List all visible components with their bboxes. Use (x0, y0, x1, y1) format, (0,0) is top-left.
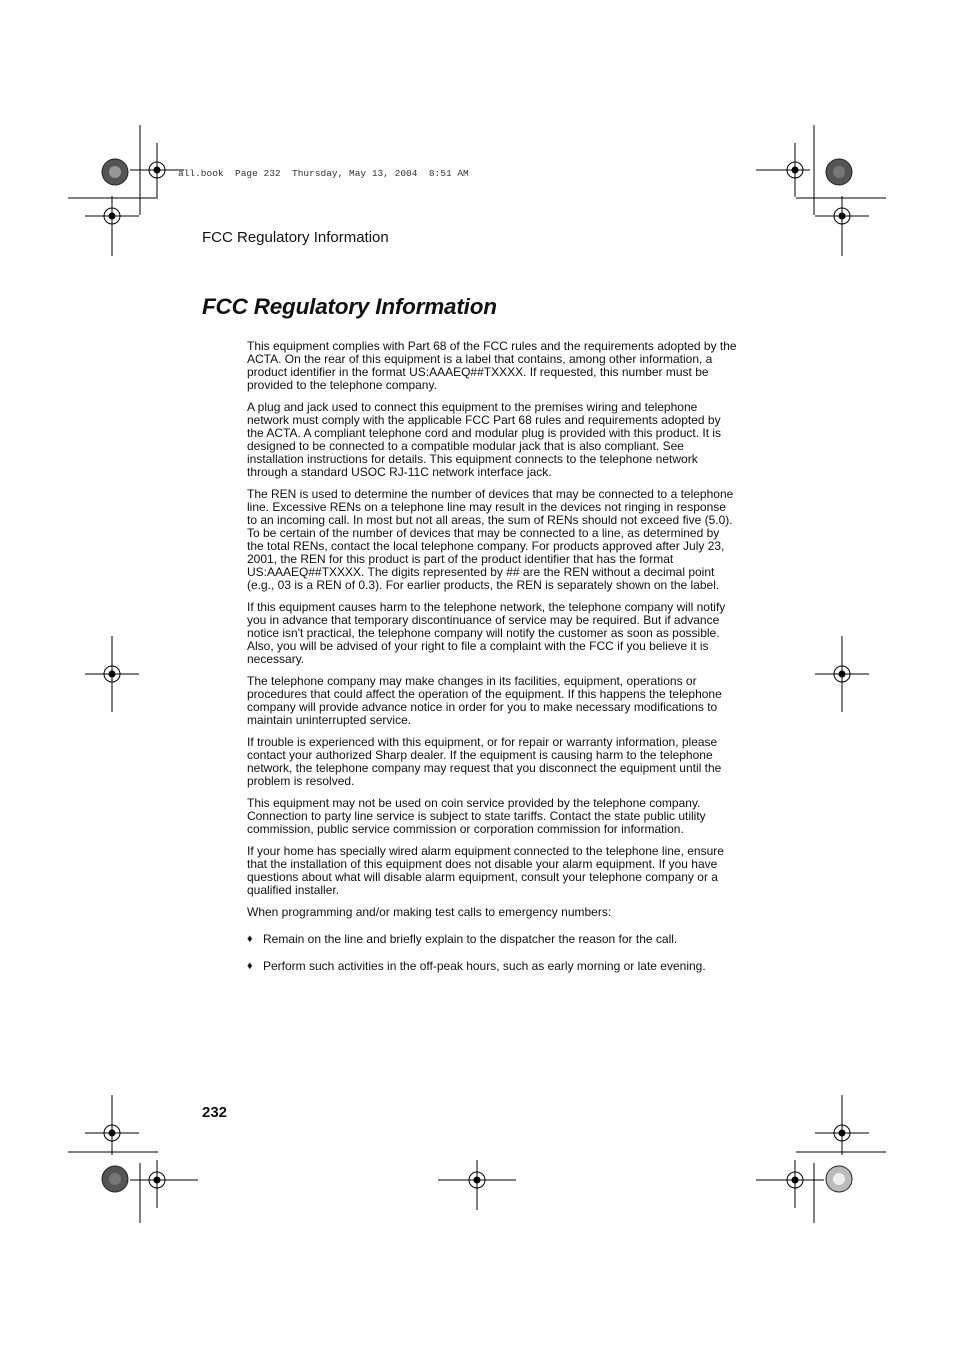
bullet-text: Perform such activities in the off-peak hours, such as early morning or late evening. (263, 959, 706, 973)
registration-mark-top-right-b (815, 196, 869, 256)
bullet-text: Remain on the line and briefly explain to the dispatcher the reason for the call. (263, 932, 678, 946)
paragraph-8: If your home has specially wired alarm equipment connected to the telephone line, ensure that the installation of this equipment does not disable your alarm equipment. If you have questions about what will disable alarm equipment, consult your telephone company or a qualified installer. (247, 844, 724, 897)
paragraph-1: This equipment complies with Part 68 of the FCC rules and the requirements adopted by the ACTA. On the rear of this equipment is a label that contains, among other information, a product identifier in the format US:AAAEQ##TXXXX. If requested, this number must be provided to the telephone company. (247, 339, 737, 392)
registration-mark-top-right-a (756, 143, 810, 197)
paragraph-5: The telephone company may make changes in its facilities, equipment, operations or procedures that could affect the operation of the equipment. If this happens the telephone company will provide advance notice in order for you to make necessary modifications to maintain uninterrupted service. (247, 674, 722, 727)
paragraph-4: If this equipment causes harm to the telephone network, the telephone company will notify you in advance that temporary discontinuance of service may be required. But if advance notice isn't practical, the telephone company will notify the customer as soon as possible. Also, you will be advised of your right to file a complaint with the FCC if you believe it is necessary. (247, 600, 726, 666)
paragraph-3: The REN is used to determine the number of devices that may be connected to a telephone line. Excessive RENs on a telephone line may result in the devices not ringing in response to an incoming call. In most but not all areas, the sum of RENs should not exceed five (5.0). To be certain of the number of devices that may be connected to a line, as determined by the total RENs, contact the local telephone company. For products approved after July 23, 2001, the REN for this product is part of the product identifier that has the format US:AAAEQ##TXXXX. The digits represented by ## are the REN without a decimal point (e.g., 03 is a REN of 0.3). For earlier products, the REN is separately shown on the label. (247, 487, 734, 592)
file-slug: all.book Page 232 Thursday, May 13, 2004 8:51 AM (178, 168, 469, 179)
color-bar-dot-top-left (102, 159, 128, 185)
color-bar-dot-top-right (826, 159, 852, 185)
diamond-bullet-icon: ♦ (247, 933, 253, 945)
registration-mark-bottom-right-a (815, 1095, 869, 1155)
running-header: FCC Regulatory Information (202, 229, 389, 246)
registration-mark-middle-right (815, 636, 869, 712)
bullet-item (247, 933, 739, 946)
page-number: 232 (202, 1104, 228, 1121)
registration-mark-top-left-b (85, 196, 139, 256)
registration-mark-bottom-left-a (85, 1095, 139, 1155)
registration-mark-middle-left (85, 636, 139, 712)
color-bar-dot-bottom-left (102, 1166, 128, 1192)
paragraph-9: When programming and/or making test calls to emergency numbers: (247, 905, 612, 919)
bullet-item (247, 960, 739, 973)
paragraph-2: A plug and jack used to connect this equipment to the premises wiring and telephone network must comply with the applicable FCC Part 68 rules and requirements adopted by the ACTA. A compliant telephone cord and modular plug is provided with this product. It is designed to be connected to a compatible modular jack that is also compliant. See installation instructions for details. This equipment connects to the telephone network through a standard USOC RJ-11C network interface jack. (247, 400, 722, 479)
registration-mark-top-left-a (130, 143, 184, 197)
registration-mark-bottom-center (438, 1160, 516, 1210)
body-text (247, 340, 739, 987)
diamond-bullet-icon: ♦ (247, 960, 253, 972)
bullet-list (247, 933, 739, 973)
color-bar-dot-bottom-right (826, 1166, 852, 1192)
page-title: FCC Regulatory Information (202, 294, 497, 319)
paragraph-6: If trouble is experienced with this equipment, or for repair or warranty information, please contact your authorized Sharp dealer. If the equipment is causing harm to the telephone network, the telephone company may request that you disconnect the equipment until the problem is resolved. (247, 735, 722, 788)
paragraph-7: This equipment may not be used on coin service provided by the telephone company. Connection to party line service is subject to state tariffs. Contact the state public utility commission, public service commission or corporation commission for information. (247, 796, 706, 836)
